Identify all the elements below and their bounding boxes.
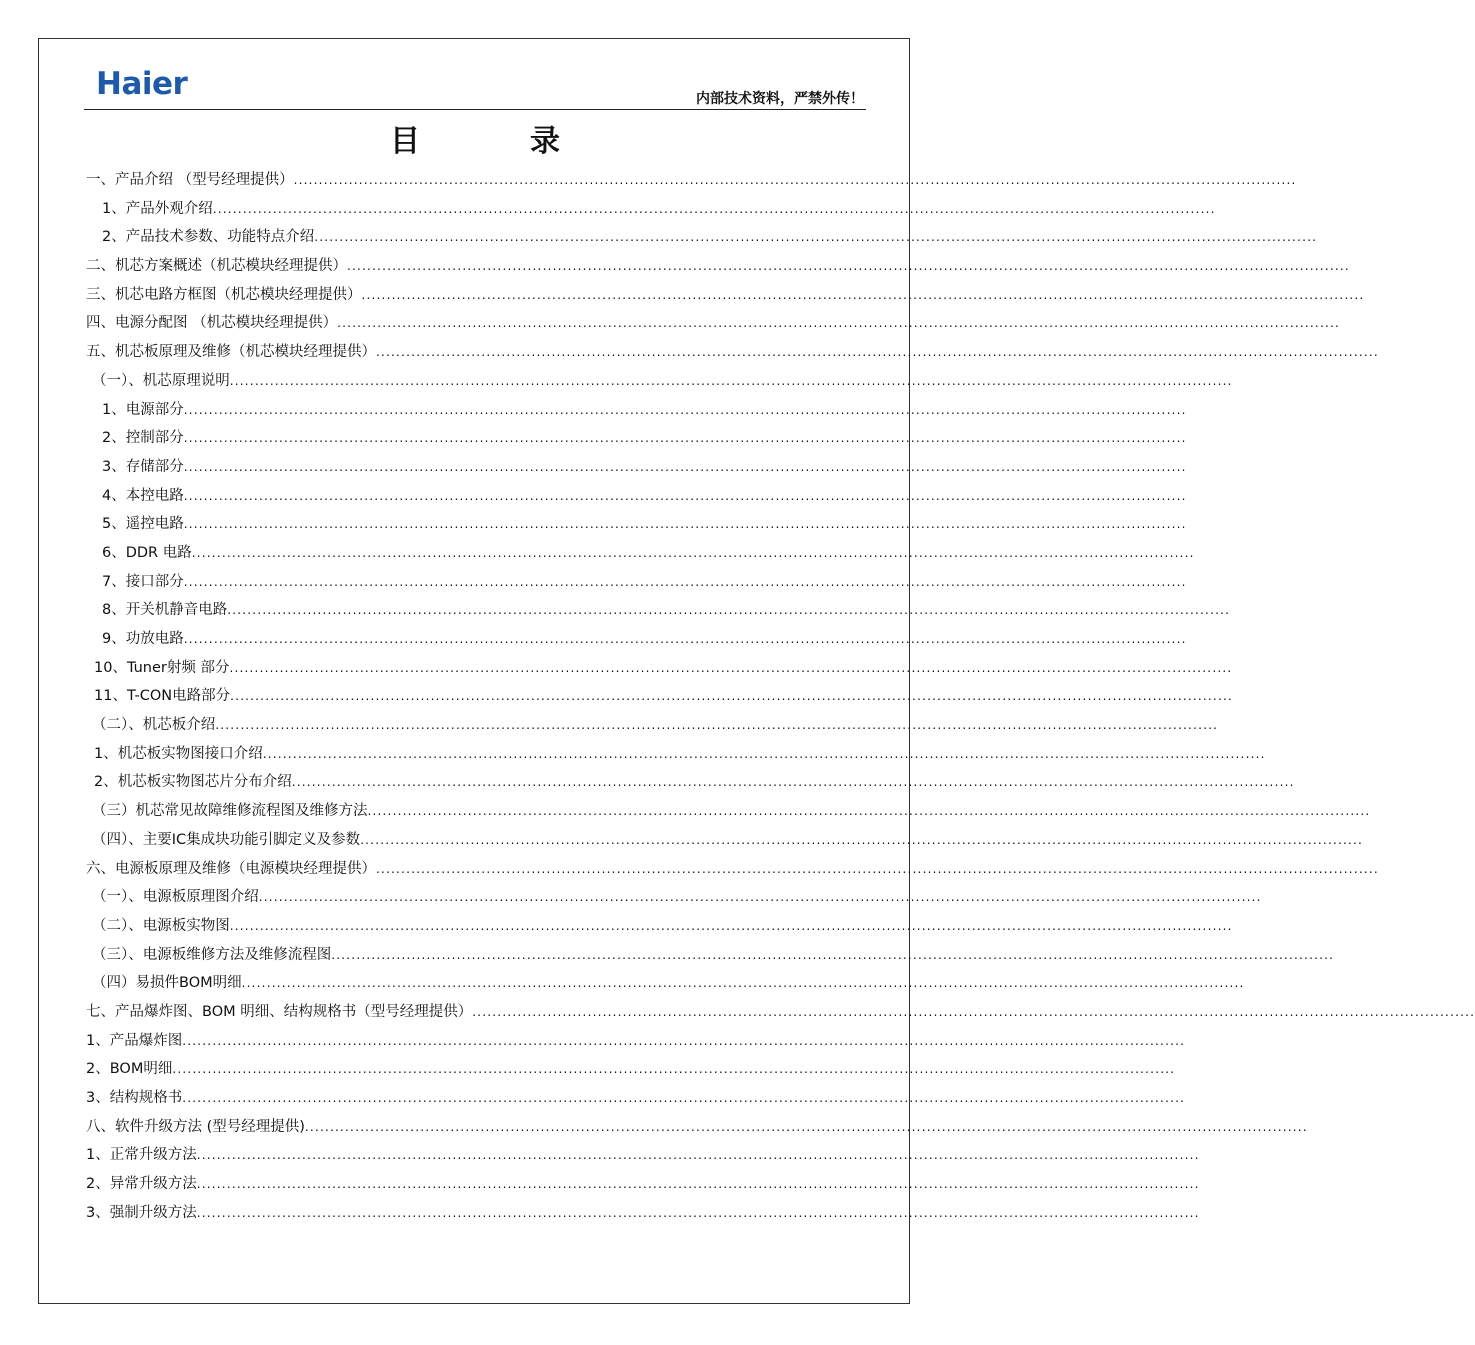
toc-entry-text: 七、产品爆炸图、BOM 明细、结构规格书（型号经理提供）: [86, 1003, 473, 1020]
toc-entry[interactable]: [86, 1170, 1200, 1199]
toc-leader-dots: ........................................................................................................................................................................................................: [191, 545, 1195, 560]
toc-leader-dots: ........................................................................................................................................................................................................: [472, 1004, 1475, 1019]
toc-entry-text: 2、产品技术参数、功能特点介绍: [102, 229, 315, 246]
toc-leader-dots: ........................................................................................................................................................................................................: [183, 459, 1187, 474]
toc-entry[interactable]: [86, 941, 1335, 970]
toc-entry[interactable]: [86, 797, 1371, 826]
toc-entry[interactable]: [86, 1055, 1176, 1084]
toc-leader-dots: ........................................................................................................................................................................................................: [314, 230, 1318, 245]
toc-entry[interactable]: [86, 969, 1245, 998]
toc-entry[interactable]: [86, 166, 1297, 195]
toc-leader-dots: ........................................................................................................................................................................................................: [293, 173, 1297, 187]
toc-leader-dots: ........................................................................................................................................................................................................: [215, 718, 1219, 733]
toc-leader-dots: ........................................................................................................................................................................................................: [230, 689, 1233, 704]
toc-entry[interactable]: [86, 539, 1195, 568]
toc-entry-text: 4、本控电路: [102, 487, 184, 504]
toc-entry-text: 三、机芯电路方框图（机芯模块经理提供）: [86, 286, 362, 303]
toc-entry-text: （二）、机芯板介绍: [92, 717, 216, 734]
toc-leader-dots: ........................................................................................................................................................................................................: [183, 402, 1187, 417]
toc-entry[interactable]: [86, 883, 1262, 912]
toc-entry-text: 六、电源板原理及维修（电源模块经理提供）: [86, 860, 376, 877]
toc-entry-text: （一）、电源板原理图介绍: [92, 889, 259, 906]
toc-entry-text: 八、软件升级方法 (型号经理提供): [86, 1118, 305, 1135]
toc-entry[interactable]: [86, 682, 1233, 711]
toc-entry-text: 2、机芯板实物图芯片分布介绍: [94, 774, 292, 791]
toc-entry-text: 3、存储部分: [102, 458, 184, 475]
toc-leader-dots: ........................................................................................................................................................................................................: [361, 287, 1365, 302]
toc-entry-text: 8、开关机静音电路: [102, 602, 228, 619]
header-rule: [84, 109, 866, 110]
toc-leader-dots: ........................................................................................................................................................................................................: [183, 574, 1187, 589]
toc-title: [0, 116, 950, 160]
toc-entry[interactable]: [86, 367, 1233, 396]
toc-entry[interactable]: [86, 1027, 1186, 1056]
toc-leader-dots: ........................................................................................................................................................................................................: [360, 832, 1364, 847]
toc-leader-dots: ........................................................................................................................................................................................................: [229, 660, 1233, 675]
toc-entry[interactable]: [86, 711, 1219, 740]
toc-leader-dots: ........................................................................................................................................................................................................: [258, 890, 1262, 905]
toc-leader-dots: ........................................................................................................................................................................................................: [183, 517, 1187, 532]
toc-entry-text: （三）机芯常见故障维修流程图及维修方法: [92, 803, 368, 820]
toc-entry-text: 6、DDR 电路: [102, 544, 192, 561]
toc-leader-dots: ........................................................................................................................................................................................................: [262, 746, 1266, 761]
toc-entry-text: 1、电源部分: [102, 401, 184, 418]
toc-leader-dots: ........................................................................................................................................................................................................: [304, 1119, 1308, 1134]
toc-entry-text: 11、T-CON电路部分: [94, 688, 231, 705]
toc-leader-dots: ........................................................................................................................................................................................................: [182, 1091, 1186, 1105]
toc-entry[interactable]: [86, 768, 1295, 797]
toc-entry-text: 5、遥控电路: [102, 516, 184, 533]
toc-entry[interactable]: [86, 424, 1187, 453]
toc-entry[interactable]: [86, 223, 1318, 252]
toc-leader-dots: ........................................................................................................................................................................................................: [347, 259, 1350, 274]
haier-logo: Haier: [96, 66, 188, 102]
toc-entry[interactable]: [86, 568, 1187, 597]
toc-entry-text: 2、异常升级方法: [86, 1176, 197, 1193]
toc-entry[interactable]: [86, 1084, 1186, 1113]
toc-entry[interactable]: [86, 740, 1266, 769]
toc-leader-dots: ........................................................................................................................................................................................................: [291, 775, 1295, 790]
toc-entry-text: 1、产品爆炸图: [86, 1032, 183, 1049]
toc-entry[interactable]: [86, 912, 1233, 941]
toc-leader-dots: ........................................................................................................................................................................................................: [212, 201, 1216, 216]
toc-entry[interactable]: [86, 482, 1187, 511]
toc-entry[interactable]: [86, 252, 1350, 281]
toc-leader-dots: ........................................................................................................................................................................................................: [337, 316, 1340, 331]
toc-leader-dots: ........................................................................................................................................................................................................: [196, 1148, 1200, 1163]
toc-entry[interactable]: [86, 309, 1340, 338]
toc-entry[interactable]: [86, 1141, 1200, 1170]
toc-entry[interactable]: [86, 855, 1379, 884]
toc-leader-dots: ........................................................................................................................................................................................................: [376, 861, 1379, 876]
toc-entry[interactable]: [86, 195, 1216, 224]
toc-entry[interactable]: [86, 1113, 1308, 1142]
toc-entry-text: （三）、电源板维修方法及维修流程图: [92, 946, 332, 963]
toc-entry-text: 2、BOM明细: [86, 1061, 173, 1078]
toc-entry-text: 四、电源分配图 （机芯模块经理提供）: [86, 315, 338, 332]
toc-leader-dots: ........................................................................................................................................................................................................: [182, 1033, 1186, 1048]
toc-entry-text: 10、Tuner射频 部分: [94, 659, 230, 676]
toc-entry-text: 1、正常升级方法: [86, 1147, 197, 1164]
toc-leader-dots: ........................................................................................................................................................................................................: [227, 603, 1231, 618]
toc-leader-dots: ........................................................................................................................................................................................................: [229, 918, 1233, 933]
toc-leader-dots: ........................................................................................................................................................................................................: [331, 947, 1335, 962]
toc-entry-text: 7、接口部分: [102, 573, 184, 590]
toc-leader-dots: ........................................................................................................................................................................................................: [241, 976, 1245, 991]
toc-entry[interactable]: [86, 510, 1187, 539]
toc-entry-text: 一、产品介绍 （型号经理提供）: [86, 172, 294, 188]
confidential-notice: 内部技术资料，严禁外传！: [696, 91, 864, 107]
toc-leader-dots: ........................................................................................................................................................................................................: [367, 804, 1371, 819]
toc-entry-text: 3、结构规格书: [86, 1090, 183, 1106]
toc-entry[interactable]: [86, 625, 1187, 654]
toc-entry[interactable]: [86, 453, 1187, 482]
toc-entry-text: 2、控制部分: [102, 430, 184, 447]
toc-entry-text: 1、机芯板实物图接口介绍: [94, 745, 263, 762]
toc-leader-dots: ........................................................................................................................................................................................................: [183, 632, 1187, 646]
toc-entry-text: 3、强制升级方法: [86, 1204, 197, 1221]
toc-entry[interactable]: [86, 826, 1364, 855]
toc-entry[interactable]: [86, 338, 1379, 367]
toc-leader-dots: ........................................................................................................................................................................................................: [376, 345, 1379, 360]
table-of-contents: [86, 166, 1475, 1227]
toc-leader-dots: ........................................................................................................................................................................................................: [183, 431, 1187, 446]
toc-entry[interactable]: [86, 654, 1233, 683]
toc-entry-text: 9、功放电路: [102, 631, 184, 647]
toc-entry-text: （四）易损件BOM明细: [92, 975, 242, 992]
toc-entry-text: 五、机芯板原理及维修（机芯模块经理提供）: [86, 344, 376, 361]
toc-entry[interactable]: [86, 998, 1475, 1027]
toc-title-right: 录: [530, 124, 560, 159]
toc-entry[interactable]: [86, 1199, 1200, 1228]
toc-entry[interactable]: [86, 396, 1187, 425]
toc-leader-dots: ........................................................................................................................................................................................................: [196, 1177, 1200, 1192]
toc-entry[interactable]: [86, 281, 1365, 310]
toc-entry-text: 二、机芯方案概述（机芯模块经理提供）: [86, 258, 347, 275]
toc-entry-text: 1、产品外观介绍: [102, 200, 213, 217]
toc-entry-text: （四）、主要IC集成块功能引脚定义及参数: [92, 831, 361, 848]
toc-entry-text: （二）、电源板实物图: [92, 917, 230, 934]
toc-leader-dots: ........................................................................................................................................................................................................: [196, 1205, 1200, 1220]
toc-leader-dots: ........................................................................................................................................................................................................: [172, 1062, 1176, 1077]
toc-leader-dots: ........................................................................................................................................................................................................: [183, 488, 1187, 503]
toc-entry-text: （一）、机芯原理说明: [92, 372, 230, 389]
toc-leader-dots: ........................................................................................................................................................................................................: [229, 373, 1233, 388]
toc-title-left: 目: [390, 124, 420, 159]
toc-entry[interactable]: [86, 596, 1231, 625]
